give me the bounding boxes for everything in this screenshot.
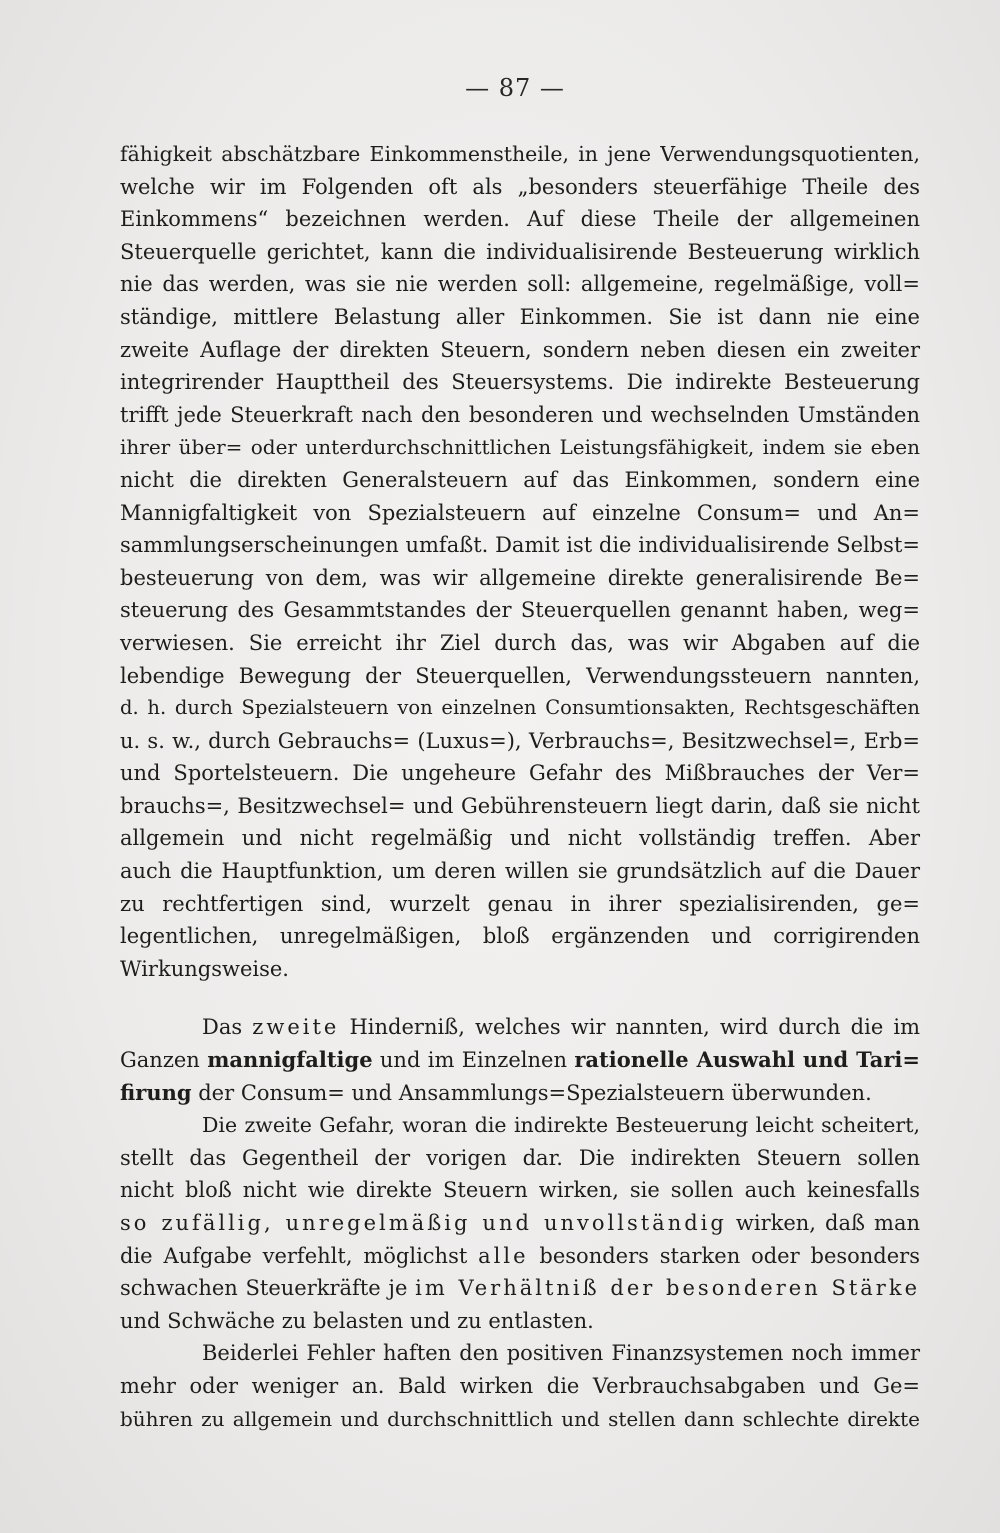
text-line: sammlungserscheinungen umfaßt. Damit ist die individualisirende Selbst= — [120, 533, 920, 558]
spaced-emphasis: im Verhältniß der besonderen Stärke — [415, 1276, 920, 1301]
text-line: Einkommens“ bezeichnen werden. Auf diese Theile der allgemeinen — [120, 207, 920, 232]
paragraph-4 — [120, 1337, 920, 1435]
text-run: der Consum= und Ansammlungs=Spezialsteuern überwunden. — [191, 1080, 872, 1105]
text-line: Steuerquelle gerichtet, kann die individualisirende Besteuerung wirklich — [120, 239, 920, 264]
text-line: nicht bloß nicht wie direkte Steuern wirken, sie sollen auch keinesfalls — [120, 1178, 920, 1203]
text-line: fähigkeit abschätzbare Einkommenstheile, in jene Verwendungsquotienten, — [120, 142, 920, 166]
text-run: schwachen Steuerkräfte je — [120, 1276, 416, 1301]
text-line: brauchs=, Besitzwechsel= und Gebührensteuern liegt darin, daß sie nicht — [120, 793, 920, 818]
paragraph-gap — [120, 985, 920, 1011]
spaced-emphasis: zweite — [252, 1015, 340, 1040]
text-line: Beiderlei Fehler haften den positiven Finanzsystemen noch immer — [202, 1341, 920, 1366]
text-run: wirken, daß man — [726, 1211, 920, 1235]
text-line: bühren zu allgemein und durchschnittlich und stellen dann schlechte direkte — [120, 1406, 920, 1431]
text-run: die Aufgabe verfehlt, möglichst — [120, 1243, 479, 1268]
paragraph-2 — [120, 1011, 920, 1109]
text-line: trifft jede Steuerkraft nach den besonderen und wechselnden Umständen — [120, 402, 920, 427]
text-line: allgemein und nicht regelmäßig und nicht vollständig treffen. Aber — [120, 826, 920, 851]
text-line: steuerung des Gesammtstandes der Steuerquellen genannt haben, weg= — [120, 598, 920, 623]
text-line: nicht die direkten Generalsteuern auf das Einkommen, sondern eine — [120, 467, 920, 492]
text-line: mehr oder weniger an. Bald wirken die Verbrauchsabgaben und Ge= — [120, 1373, 920, 1398]
paragraph-3 — [120, 1109, 920, 1337]
text-line: ständige, mittlere Belastung aller Einkommen. Sie ist dann nie eine — [120, 304, 920, 329]
text-line: und Sportelsteuern. Die ungeheure Gefahr des Mißbrauches der Ver= — [120, 761, 920, 786]
text-line: stellt das Gegentheil der vorigen dar. Die indirekten Steuern sollen — [120, 1145, 920, 1170]
text-run: Das — [202, 1015, 253, 1040]
text-line: verwiesen. Sie erreicht ihr Ziel durch das, was wir Abgaben auf die — [120, 630, 920, 655]
text-line — [120, 1207, 920, 1240]
text-line: ihrer über= oder unterdurchschnittlichen Leistungsfähigkeit, indem sie eben — [120, 435, 920, 460]
text-line — [120, 1011, 920, 1044]
text-run: besonders starken oder besonders — [528, 1243, 920, 1268]
text-line: Wirkungsweise. — [120, 956, 289, 981]
text-line: zu rechtfertigen sind, wurzelt genau in ihrer spezialisirenden, ge= — [120, 891, 920, 916]
text-line: integrirender Haupttheil des Steuersystems. Die indirekte Besteuerung — [120, 370, 920, 395]
text-run: und im Einzelnen — [372, 1048, 575, 1073]
bold-emphasis: firung — [120, 1079, 192, 1105]
spaced-emphasis: so zufällig, unregelmäßig und unvollständig — [120, 1211, 727, 1235]
body-text — [120, 138, 920, 1435]
page-number: — 87 — — [465, 74, 565, 102]
text-line — [120, 1240, 920, 1273]
text-line — [120, 1077, 920, 1110]
text-line: und Schwäche zu belasten und zu entlasten. — [120, 1308, 594, 1333]
text-line: u. s. w., durch Gebrauchs= (Luxus=), Verbrauchs=, Besitzwechsel=, Erb= — [120, 728, 920, 753]
text-run: Ganzen — [120, 1048, 208, 1073]
text-line: zweite Auflage der direkten Steuern, sondern neben diesen ein zweiter — [120, 337, 920, 362]
text-line — [120, 1044, 920, 1077]
text-line: d. h. durch Spezialsteuern von einzelnen Consumtionsakten, Rechtsgeschäften — [120, 696, 920, 720]
text-line: auch die Hauptfunktion, um deren willen sie grundsätzlich auf die Dauer — [120, 859, 920, 884]
text-line: besteuerung von dem, was wir allgemeine direkte generalisirende Be= — [120, 565, 920, 590]
paragraph-1 — [120, 138, 920, 985]
text-line: welche wir im Folgenden oft als „besonders steuerfähige Theile des — [120, 174, 920, 199]
text-line: lebendige Bewegung der Steuerquellen, Verwendungssteuern nannten, — [120, 663, 920, 688]
text-line — [120, 1272, 920, 1305]
text-run: Hinderniß, welches wir nannten, wird durch die im — [339, 1015, 921, 1040]
text-line: nie das werden, was sie nie werden soll: allgemeine, regelmäßige, voll= — [120, 272, 920, 297]
text-line: Mannigfaltigkeit von Spezialsteuern auf einzelne Consum= und An= — [120, 500, 920, 525]
spaced-emphasis: alle — [478, 1243, 529, 1268]
bold-emphasis: rationelle Auswahl und Tari= — [574, 1047, 920, 1073]
bold-emphasis: mannigfaltige — [207, 1047, 373, 1073]
text-line: legentlichen, unregelmäßigen, bloß ergänzenden und corrigirenden — [120, 924, 920, 949]
text-line: Die zweite Gefahr, woran die indirekte Besteuerung leicht scheitert, — [202, 1113, 920, 1138]
